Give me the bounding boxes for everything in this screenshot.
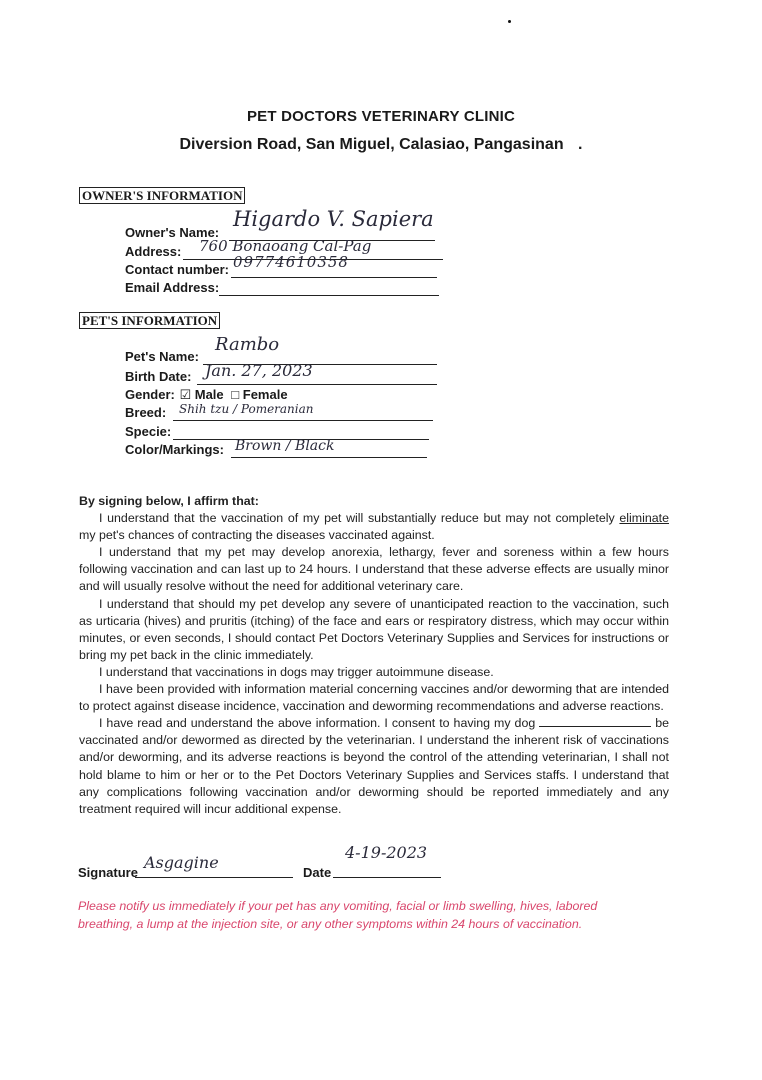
owner-name-value: Higardo V. Sapiera xyxy=(233,207,434,231)
pet-name-label: Pet's Name: xyxy=(125,349,199,364)
affirmation-body xyxy=(79,493,669,818)
affirmation-p6-post: be vaccinated and/or dewormed as directed by the veterinarian. I understand the inherent risk of vaccinations and/or deworming, and its adverse reactions is beyond the control of the attending veterinarian, I shall not hold blame to him or her or to the Pet Doctors Veterinary Supplies and Services staffs. I understand that any complications following vaccination and/or deworming should be reported immediately and any treatment required will incur additional expense. xyxy=(79,716,670,816)
owner-email-field[interactable] xyxy=(125,280,439,296)
dog-name-blank[interactable] xyxy=(539,715,651,727)
affirmation-p1 xyxy=(79,510,669,544)
date-label: Date xyxy=(303,865,332,880)
owner-email-line xyxy=(219,279,439,296)
affirmation-p3: I understand that should my pet develop any severe of unanticipated reaction to the vaccination, such as urticaria (hives) and pruritis (itching) of the face and ears or respiratory distress, which may occur within minutes, or even seconds, I should contact Pet Doctors Veterinary Supplies and Services for instructions or bring my pet back in the clinic immediately. xyxy=(79,596,669,662)
clinic-address xyxy=(0,136,762,154)
affirmation-heading: By signing below, I affirm that: xyxy=(79,494,259,508)
signature-label: Signature xyxy=(78,865,138,880)
birth-date-field[interactable] xyxy=(125,361,437,385)
owner-name-label: Owner's Name: xyxy=(125,225,220,240)
pet-name-value: Rambo xyxy=(215,334,280,355)
color-markings-label: Color/Markings: xyxy=(125,442,224,457)
affirmation-p5: I have been provided with information material concerning vaccines and/or deworming that are intended to protect against disease incidence, vaccination and deworming recommendations and adverse reactions. xyxy=(79,682,669,714)
color-markings-value: Brown / Black xyxy=(235,438,335,454)
scan-speck xyxy=(508,20,511,23)
date-field[interactable] xyxy=(303,843,441,880)
pet-section-title: PET'S INFORMATION xyxy=(79,312,220,329)
specie-label: Specie: xyxy=(125,424,172,439)
owner-address-label: Address: xyxy=(125,244,182,259)
gender-male-checkbox[interactable]: ☑ xyxy=(179,387,192,402)
date-value: 4-19-2023 xyxy=(345,843,428,862)
gender-female-label: Female xyxy=(242,387,288,402)
affirmation-p1-post: my pet's chances of contracting the diseases vaccinated against. xyxy=(79,528,435,543)
affirmation-p6-pre: I have read and understand the above information. I consent to having my dog xyxy=(99,716,540,731)
affirmation-p6 xyxy=(79,715,669,818)
signature-line xyxy=(135,877,293,878)
clinic-address-text: Diversion Road, San Miguel, Calasiao, Pangasinan xyxy=(179,136,564,153)
affirmation-p1-pre: I understand that the vaccination of my pet will substantially reduce but may not completely xyxy=(99,511,620,526)
affirmation-p4: I understand that vaccinations in dogs may trigger autoimmune disease. xyxy=(99,664,494,679)
gender-male-label: Male xyxy=(194,387,224,402)
gender-label: Gender: xyxy=(125,387,175,402)
birth-date-value: Jan. 27, 2023 xyxy=(205,361,313,380)
owner-address-value: 760 Bonaoang Cal-Pag xyxy=(199,237,372,255)
owner-contact-label: Contact number: xyxy=(125,262,229,277)
color-markings-field[interactable] xyxy=(125,438,427,458)
post-vaccination-notice: Please notify us immediately if your pet has any vomiting, facial or limb swelling, hives, labored breathing, a lump at the injection site, or any other symptoms within 24 hours of vaccination. xyxy=(78,899,598,931)
address-dot: . xyxy=(578,136,583,153)
breed-field[interactable] xyxy=(125,402,433,421)
owner-contact-field[interactable] xyxy=(125,253,437,278)
breed-label: Breed: xyxy=(125,405,167,420)
clinic-name: PET DOCTORS VETERINARY CLINIC xyxy=(246,108,516,125)
birth-date-label: Birth Date: xyxy=(125,369,192,384)
gender-female-checkbox[interactable]: □ xyxy=(231,387,240,402)
affirmation-p2: I understand that my pet may develop anorexia, lethargy, fever and soreness within a few hours following vaccination and can last up to 24 hours. I understand that these adverse effects are usually minor and will usually resolve without the need for additional veterinary care. xyxy=(79,545,669,594)
date-line xyxy=(333,877,441,878)
affirmation-p1-underlined: eliminate xyxy=(619,511,669,526)
signature-value: Asgagine xyxy=(144,853,219,872)
breed-value: Shih tzu / Pomeranian xyxy=(179,402,314,416)
owner-contact-value: 09774610358 xyxy=(233,253,349,271)
signature-field[interactable] xyxy=(78,853,293,880)
owner-email-label: Email Address: xyxy=(125,280,220,295)
owner-section-title: OWNER'S INFORMATION xyxy=(79,187,245,204)
